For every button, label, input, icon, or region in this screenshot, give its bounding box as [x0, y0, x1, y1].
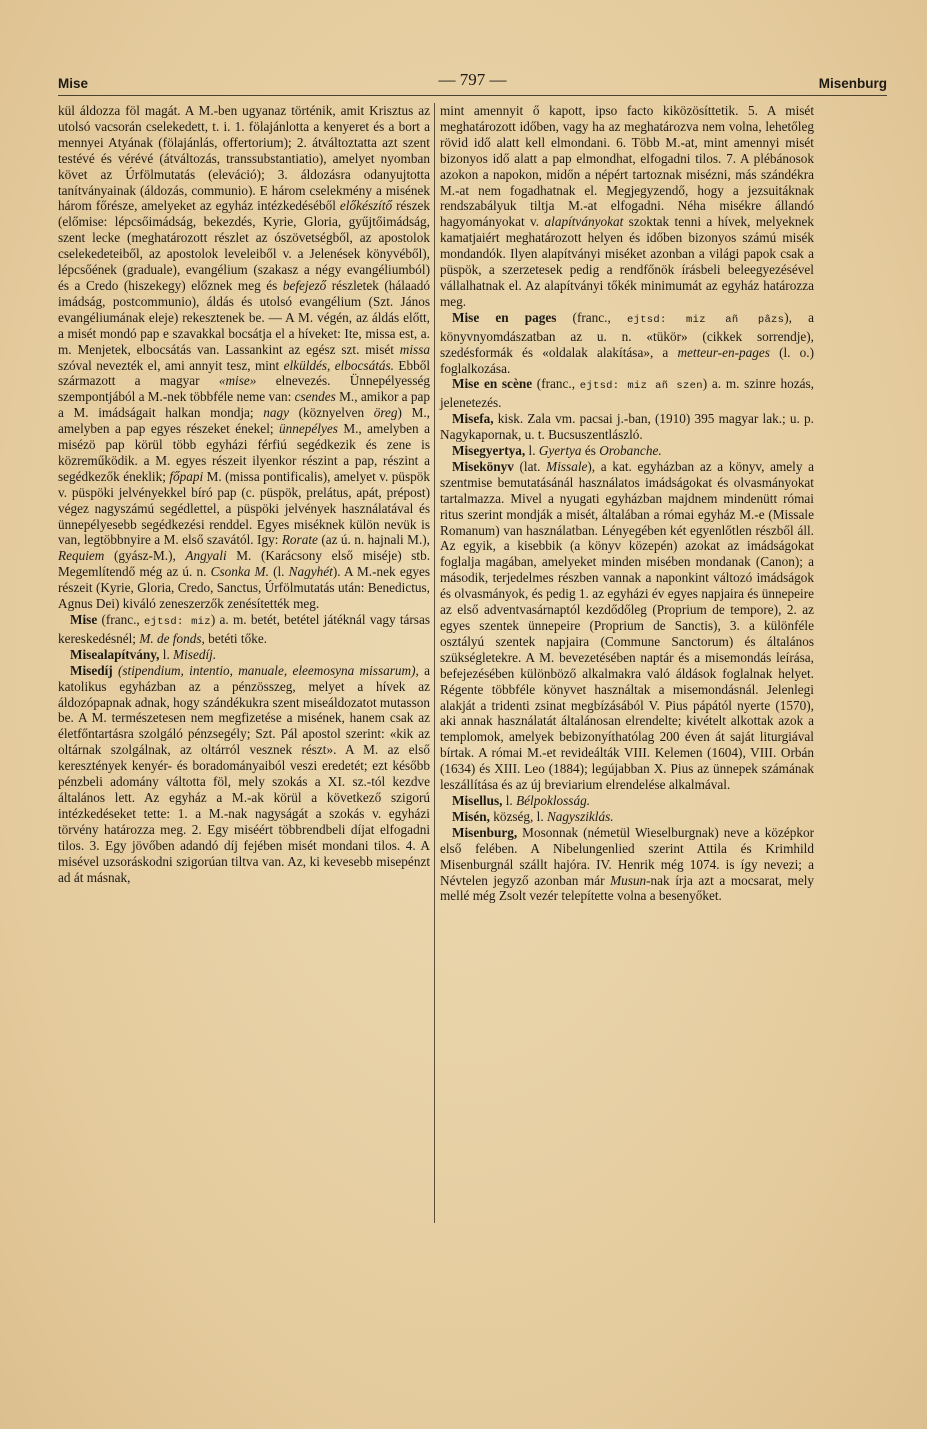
italic-text: alapítványokat — [544, 214, 624, 230]
left-column — [58, 103, 430, 885]
body-text: M. (Karácsony első miséje) stb. Megemlítendő még az ú. n. — [58, 548, 431, 580]
body-text: részek (előmise: lépcsőimádság, bekezdés, Kyrie, Gloria, gyűjtőimádság, szent lecke (meghatározott részlet az ószövetségből, az apostolok cselekedeteiből, az apostolok leveleiből v. a Jelenések könyvéből), lépcsőének (graduale), evangélium (szakasz a négy evangéliumból) és a Credo (hiszekegy) előznek meg és — [58, 198, 430, 293]
body-text: l. — [525, 443, 539, 459]
italic-text: főpapi — [169, 468, 204, 484]
dictionary-entry — [58, 647, 430, 663]
italic-text: «mise» — [218, 373, 257, 389]
pronunciation: ejtsd: miz añ szen — [579, 380, 703, 393]
italic-text: M. de fonds, — [139, 630, 205, 646]
header-rule — [58, 95, 887, 96]
italic-text: elküldés, elbocsátás. — [283, 357, 394, 373]
dictionary-entry — [440, 310, 814, 377]
body-text: (az ú. n. hajnali M.), — [317, 532, 430, 548]
italic-text: öreg — [373, 405, 398, 421]
italic-text: Nagysziklás. — [546, 808, 614, 824]
body-text: kül áldozza föl magát. A M.-ben ugyanaz történik, amit Krisztus az utolsó vacsorán cselekedett, t. i. 1. fölajánlotta a kenyeret és a bort a mennyei Atyának (fölajánlás, offertorium); 2. átváltoztatta azt szent testévé és vérévé (átváltozás, transsubstantiatio), amelyet nyomban követ az Úrfölmutatás (eleváció); 3. áldozásra odanyujtotta tanítványainak (áldozás, communio). E három cselekmény a misének három főrésze, amelyeket az egyház intézkedéséből — [58, 103, 430, 214]
body-text: l. — [502, 792, 517, 808]
italic-text: Musun — [610, 872, 647, 888]
body-text: Ebből származott a magyar — [58, 357, 431, 389]
italic-text: csendes — [294, 389, 336, 405]
column-divider — [434, 103, 435, 1223]
body-text: ). A M.-nek egyes részeit (Kyrie, Gloria, Credo, Sanctus, Úrfölmutatás után: Benedictus, Agnus Dei) kiváló zeneszerzők zenésítették meg. — [58, 564, 430, 612]
body-text: ) a. m. szinre hozás, jelenetezés. — [440, 376, 814, 411]
italic-text: befejező — [282, 277, 327, 293]
body-text: (l. — [268, 564, 289, 580]
headword: Misealapítvány, — [70, 646, 160, 662]
body-text: (franc., — [97, 612, 144, 627]
dictionary-entry — [58, 612, 430, 647]
headword: Misén, — [452, 808, 490, 824]
page-number: — 797 — — [438, 70, 507, 89]
body-text: Mosonnak (németül Wieselburgnak) neve a középkor első felében. A Nibelungenlied szerint Attila és Krimhild Misenburgnál szállt hajóra. IV. Henrik még 1074. is így nevezi; a Névtelen jegyző azonban már — [440, 824, 814, 888]
body-text: mint amennyit ő kapott, ipso facto kiközösíttetik. 5. A misét meghatározott időben, vagy ha az meghatározva nem volna, lehetőleg rövid idő alatt kell elmondani. 6. Több M.-at, mint amennyi misét bizonyos idő alatt a pap elmondhat, elfogadni tilos. 7. A plébánosok azokon a napokon, midőn a népért tartoznak misézni, más szándékra M.-at nem fogadhatnak el. Megjegyzendő, hogy a jezsuitáknak rendszabályuk tiltja M.-at elfogadni. Néha misékre állandó hagyományokat v. — [440, 103, 814, 230]
body-text: (gyász-M.), — [104, 548, 186, 564]
headword: Misedíj — [70, 662, 113, 678]
dictionary-entry — [440, 443, 814, 459]
headword: Mise en scène — [452, 376, 533, 392]
dictionary-entry — [440, 411, 814, 443]
body-text: elnevezés. Ünnepélyesség szempontjából a M.-nek többféle neme van: — [58, 373, 430, 405]
italic-text: Gyertya — [538, 443, 582, 459]
body-text: (lat. — [513, 458, 547, 474]
dictionary-entry — [440, 459, 814, 793]
body-text: M., amelyben a misézö pap körül több egyházi férfiú segédkezik és zene is közreműködik. a M. egyes részeit ilyenkor részint a pap, részint a segédkezők éneklik; — [58, 421, 430, 484]
body-text: (franc., — [532, 376, 580, 392]
body-text: község, l. — [489, 808, 547, 824]
body-text: szoktak tenni a hívek, melyeknek kamatjaiért meghatározott helyen és időben bizonyos számú misék mondandók. Ilyen alapítványi miséket azonban a világi papok csak a püspök, a szerzetesek pedig a rendfőnök írásbeli beleegyezésével vállalhatnak el. Az alapítványi tőkék minimumát az egyház határozza meg. — [440, 214, 814, 309]
body-text: (l. o.) foglalkozása. — [440, 344, 814, 376]
italic-text: Nagyhét — [288, 564, 333, 580]
italic-text: Misedíj. — [173, 646, 217, 662]
italic-text: Bélpoklosság. — [516, 792, 591, 808]
headword: Mise — [70, 612, 98, 627]
italic-text: ünnepélyes — [279, 421, 338, 437]
header-right-keyword: Misenburg — [818, 76, 887, 91]
body-text: és — [581, 443, 600, 459]
italic-text: előkészítő — [339, 198, 393, 214]
italic-text: missa — [399, 341, 430, 357]
body-text: (köznyelven — [289, 405, 374, 421]
dictionary-entry — [440, 825, 814, 905]
headword: Misellus, — [452, 792, 503, 808]
body-text: részletek (hálaadó imádság, postcommunio), áldás és utolsó evangélium (Szt. János evangéliumának eleje) rekesztenek be. — A M. végén, az áldás előtt, a misét mondó pap e szavakkal bocsátja el a híveket: Ite, missa est, a. m. Menjetek, elbocsátás van. Lassankint az egész szt. misét — [58, 277, 430, 357]
body-text: kisk. Zala vm. pacsai j.-ban, (1910) 395 magyar lak.; u. p. Nagykapornak, u. t. Bucsuszentlászló. — [440, 411, 814, 443]
right-column — [440, 103, 814, 904]
body-text: ), a könyvnyomdászatban az u. n. «tükör» (cikkek sorrendje), szedésformák és «oldalak alakítása», a — [440, 309, 814, 360]
dictionary-entry — [440, 376, 814, 411]
body-text: betéti tőke. — [204, 630, 268, 646]
header-left-keyword: Mise — [58, 76, 89, 91]
dictionary-entry — [440, 809, 814, 825]
headword: Mise en pages — [452, 309, 557, 325]
dictionary-entry — [58, 663, 430, 886]
body-text: -nak írja azt a mocsarat, mely mellé még Zsolt vezér telepítette volna a besenyőket. — [440, 872, 815, 904]
italic-text: nagy — [263, 405, 289, 421]
body-text: ) M., amelyben a pap egyes részeket énekel; — [58, 405, 430, 437]
body-text: (franc., — [556, 309, 627, 325]
continued-text — [58, 103, 430, 612]
headword: Misekönyv — [452, 458, 514, 474]
pronunciation: ejtsd: miz — [143, 616, 211, 628]
italic-text: Orobanche. — [599, 443, 662, 459]
body-text: ) a. m. betét, betétel játéknál vagy társas kereskedésnél; — [58, 612, 430, 646]
body-text: a katolikus egyházban az a pénzösszeg, melyet a hívek az áldozópapnak adnak, hogy szándékukra szent miseáldozatot mutasson be. A M. természetesen nem megfizetése a misének, hanem csak az életfőntartásra szolgáló pénzsegély; Szt. Pál apostol szerint: «kik az oltárnak szolgálnak, az oltárról vesznek részt». A M. az első keresztények kenyér- és boradományaiból veszi eredetét; ezt később pénzbeli adomány váltotta föl, mely szokás a XI. sz.-tól kezdve általános lett. Az egyház a M.-ak körül a következő szigorú intézkedéseket tette: 1. a M.-nak nagyságát a szokás v. egyházi törvény határozza meg. 2. Egy miséért többrendbeli díjat elfogadni tilos. 3. Egy jövőben adandó díj fejében misét mondani tilos. 4. A misével uzsoráskodni szigorúan tiltva van. Az, ki kevesebb misepénzt ad át másnak, — [58, 662, 430, 885]
continued-text — [440, 103, 814, 310]
headword: Misenburg, — [452, 824, 518, 840]
italic-text: Csonka M. — [210, 564, 269, 580]
headword: Misegyertya, — [452, 443, 526, 459]
italic-text: Angyali — [185, 548, 227, 564]
body-text: szóval nevezték el, ami annyit tesz, mint — [58, 357, 284, 373]
headword: Misefa, — [452, 411, 494, 427]
italic-text: Requiem — [58, 548, 105, 564]
body-text: ), a kat. egyházban az a könyv, amely a szentmise bemutatásánál használatos imádságokat és olvasmányokat tartalmazza. Mivel a nyugati egyházban majdnem mindenütt római ritus szerint mondják a misét, általában a római egyház M.-e (Missale Romanum) van használatban. Lényegében két egyenlőtlen részből áll. Az egyik, a kisebbik (a könyv közepén) azokat az imádságokat foglalja magában, amelyeket minden misében mondanak (Canon); a második, terjedelmes részben vannak a naponkint változó imádságok és olvasmányok, és pedig 1. az egyházi év egyes napjaira és ünnepeire az első adventvasárnaptól kezdődőleg (Proprium de tempore), 2. az egyes szentek ünnepeire (Proprium de Sanctis), 3. a különféle osztályú szentek napjaira (Commune Sanctorum) és általános szükségletekre. A M. bevezetésében naptár és a misemondás leírása, befejezésében különböző alkalmakra való áldások foglalnak helyet. Régente többféle könyvet használtak a misemondásnál. Jelenlegi alakját a tridenti zsinat megbízásából V. Pius pápától nyerte (1570), aki annak használatát általánosan elrendelte; kivételt alkottak azok a templomok, amelyek bebizonyíthatólag 200 éven át saját liturgiával bírtak. A római M.-et revideálták VIII. Kelemen (1604), VIII. Orbán (1634) és XIII. Leo (1884); legújabban X. Pius az ünnepek számának leszállítása és az új breviarium elrendelése alkalmával. — [440, 458, 815, 793]
body-text: l. — [159, 646, 174, 662]
body-text: M. (missa pontificalis), amelyet v. püspök v. püspöki jelvényekkel bíró pap (c. püspök, prelátus, apát, prépost) végez nagyszámú segédlettel, a püspöki jelvények használatával és ünnepélyesebb segédkezési renddel. Egyes miséknek külön nevük is van, legtöbbnyire a M. első szavától. Igy: — [58, 468, 430, 548]
italic-text: (stipendium, intentio, manuale, eleemosyna missarum), — [117, 662, 419, 678]
italic-text: Missale — [546, 458, 588, 474]
dictionary-entry — [440, 793, 814, 809]
body-text: M., amikor a pap a M. imádságait halkan mondja; — [58, 389, 431, 421]
italic-text: Rorate — [281, 532, 318, 548]
page-header — [58, 70, 887, 94]
italic-text: metteur-en-pages — [677, 344, 770, 360]
pronunciation: ejtsd: miz añ pâzs — [626, 313, 785, 326]
